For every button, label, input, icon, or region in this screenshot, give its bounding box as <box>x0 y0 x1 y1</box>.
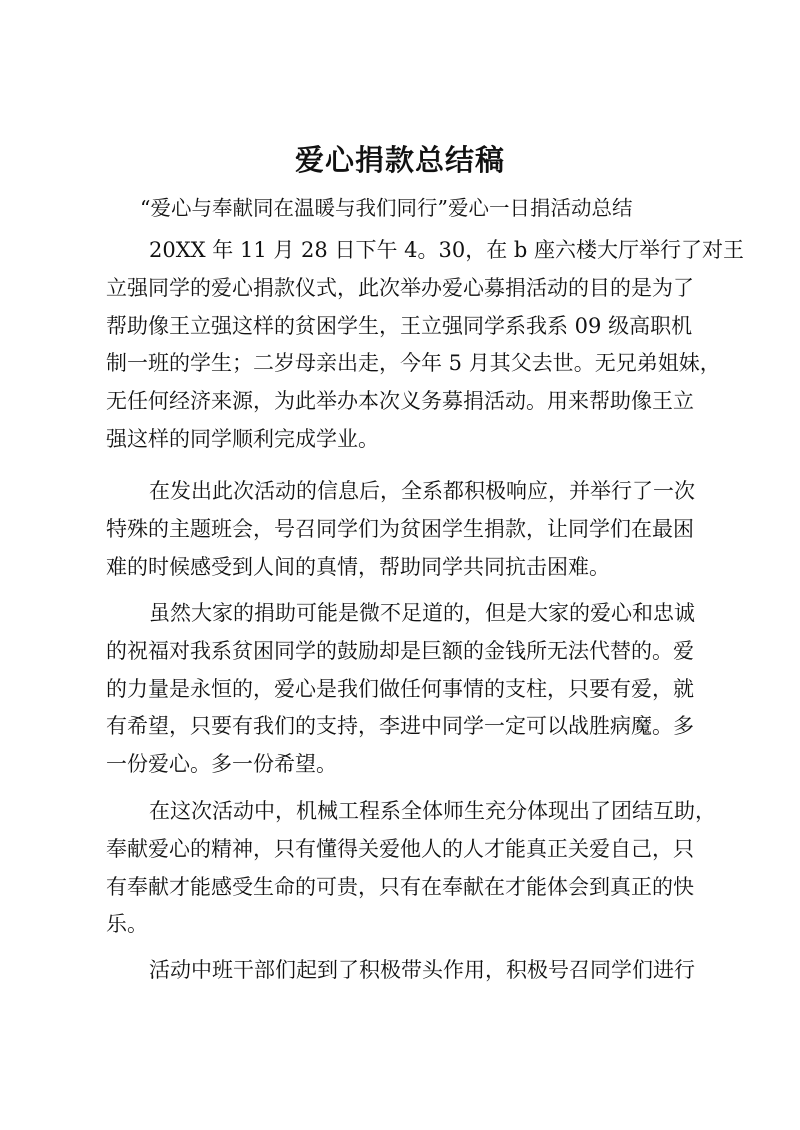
text-line: 一份爱心。多一份希望。 <box>106 752 337 777</box>
text-line: 帮助像王立强这样的贫困学生，王立强同学系我系 09 级高职机 <box>106 313 693 338</box>
text-line: 强这样的同学顺利完成学业。 <box>106 426 379 451</box>
text-line: 无任何经济来源，为此举办本次义务募捐活动。用来帮助像王立 <box>106 389 694 414</box>
text-line: 有奉献才能感受生命的可贵，只有在奉献在才能体会到真正的快 <box>106 874 694 899</box>
text-line: 难的时候感受到人间的真情，帮助同学共同抗击困难。 <box>106 554 610 579</box>
text-line: 有希望，只要有我们的支持，李进中同学一定可以战胜病魔。多 <box>106 714 694 739</box>
text-line: 立强同学的爱心捐款仪式，此次举办爱心募捐活动的目的是为了 <box>106 275 694 300</box>
paragraph-love-power <box>106 595 706 784</box>
text-line: 奉献爱心的精神，只有懂得关爱他人的人才能真正关爱自己，只 <box>106 836 694 861</box>
text-line: 活动中班干部们起到了积极带头作用，积极号召同学们进行 <box>149 958 695 982</box>
text-line: 在这次活动中，机械工程系全体师生充分体现出了团结互助， <box>149 799 716 823</box>
text-line: 乐。 <box>106 912 148 937</box>
document-subtitle: “爱心与奉献同在温暖与我们同行”爱心一日捐活动总结 <box>140 196 633 220</box>
text-line: 制一班的学生；二岁母亲出走，今年 5 月其父去世。无兄弟姐妹， <box>106 351 721 376</box>
text-line: 20XX 年 11 月 28 日下午 4。30，在 b 座六楼大厅举行了对王 <box>149 238 744 262</box>
paragraph-class-leaders <box>106 952 706 990</box>
text-line: 特殊的主题班会，号召同学们为贫困学生捐款，让同学们在最困 <box>106 516 694 541</box>
text-line: 虽然大家的捐助可能是微不足道的，但是大家的爱心和忠诚 <box>149 601 695 625</box>
paragraph-response <box>106 473 706 586</box>
text-line: 在发出此次活动的信息后，全系都积极响应，并举行了一次 <box>149 479 695 503</box>
text-line: 的祝福对我系贫困同学的鼓励却是巨额的金钱所无法代替的。爱 <box>106 638 694 663</box>
document-title: 爱心捐款总结稿 <box>294 143 505 177</box>
paragraph-unity <box>106 793 716 944</box>
paragraph-event-overview <box>106 232 744 459</box>
text-line: 的力量是永恒的，爱心是我们做任何事情的支柱，只要有爱，就 <box>106 676 694 701</box>
